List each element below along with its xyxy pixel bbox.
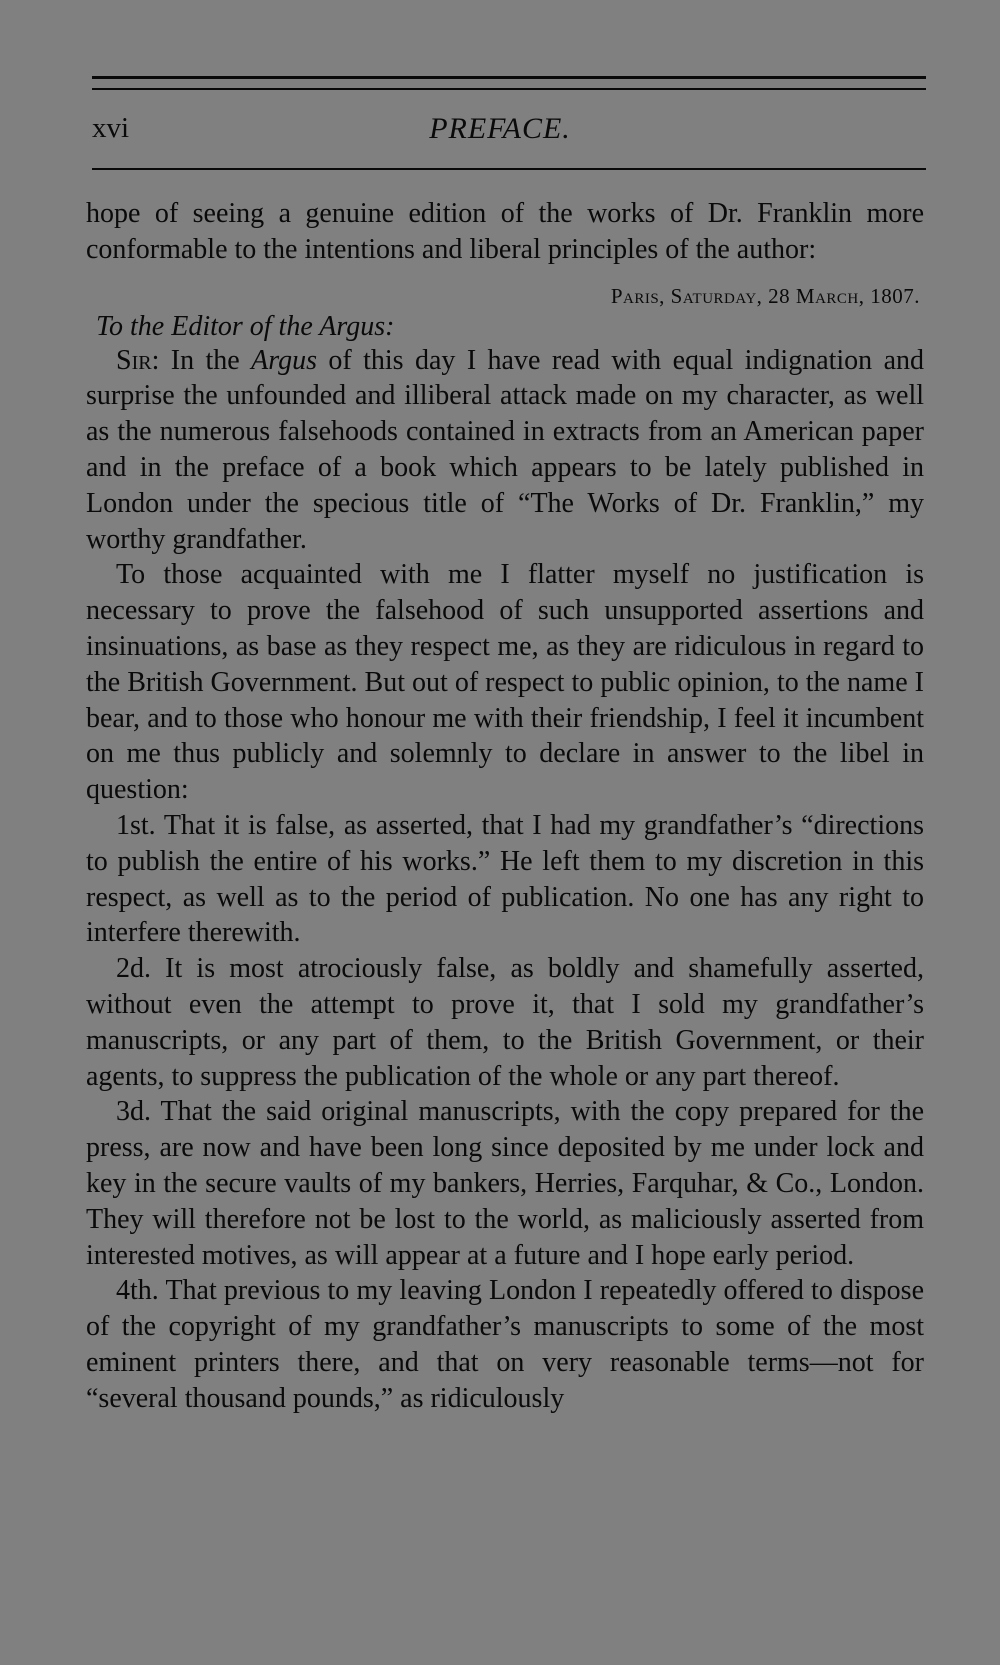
argus-title: Argus <box>251 344 317 376</box>
paragraph-fourth: 4th. That previous to my leaving London I repeatedly offered to dispose of the copyright of my grandfather’s manuscripts to some of the most eminent printers there, and that on very reasonable terms—not for “several thousand pounds,” as ridiculously <box>86 1275 924 1414</box>
header-bottom-rule <box>92 168 926 170</box>
paragraph-sir <box>86 343 924 558</box>
letter-salutation: To the Editor of the Argus: <box>96 310 395 342</box>
paragraph-justification: To those acquainted with me I flatter myself no justification is necessary to prove the falsehood of such unsupported assertions and insinuations, as base as they respect me, as they are ridiculous in regard to the British Government. But out of respect to public opinion, to the name I bear, and to those who honour me with their friendship, I feel it incumbent on me thus publicly and solemnly to declare in answer to the libel in question: <box>86 559 924 806</box>
paragraph-second: 2d. It is most atrociously false, as boldly and shamefully asserted, without even the attempt to prove it, that I sold my grandfather’s manuscripts, or any part of them, to the British Government, or their agents, to suppress the publication of the whole or any part thereof. <box>86 953 924 1092</box>
running-title: PREFACE. <box>429 112 571 145</box>
salutation-sir: Sir <box>116 344 152 376</box>
page-body <box>86 196 924 1417</box>
paragraph-sir-text-a: : In the <box>151 344 252 376</box>
opening-paragraph: hope of seeing a genuine edition of the works of Dr. Franklin more conformable to the intentions and liberal principles of the author: <box>86 198 924 265</box>
page-number: xvi <box>92 112 130 144</box>
header-second-rule <box>92 88 926 90</box>
paragraph-first: 1st. That it is false, as asserted, that I had my grandfather’s “directions to publish the entire of his works.” He left them to my discretion in this respect, as well as to the period of publication. No one has any right to interfere therewith. <box>86 809 924 949</box>
letter-dateline: Paris, Saturday, 28 March, 1807. <box>610 283 920 308</box>
header-top-rule <box>92 76 926 79</box>
paragraph-third: 3d. That the said original manuscripts, with the copy prepared for the press, are now and have been long since deposited by me under lock and key in the secure vaults of my bankers, Herries, Farquhar, & Co., London. They will therefore not be lost to the world, as maliciously asserted from interested motives, as will appear at a future and I hope early period. <box>86 1096 924 1271</box>
paragraph-sir-text-b: of this day I have read with equal indignation and surprise the unfounded and illiberal attack made on my character, as well as the numerous falsehoods contained in extracts from an American paper and in the preface of a book which appears to be lately published in London under the specious title of “The Works of Dr. Franklin,” my worthy grandfather. <box>86 344 925 555</box>
